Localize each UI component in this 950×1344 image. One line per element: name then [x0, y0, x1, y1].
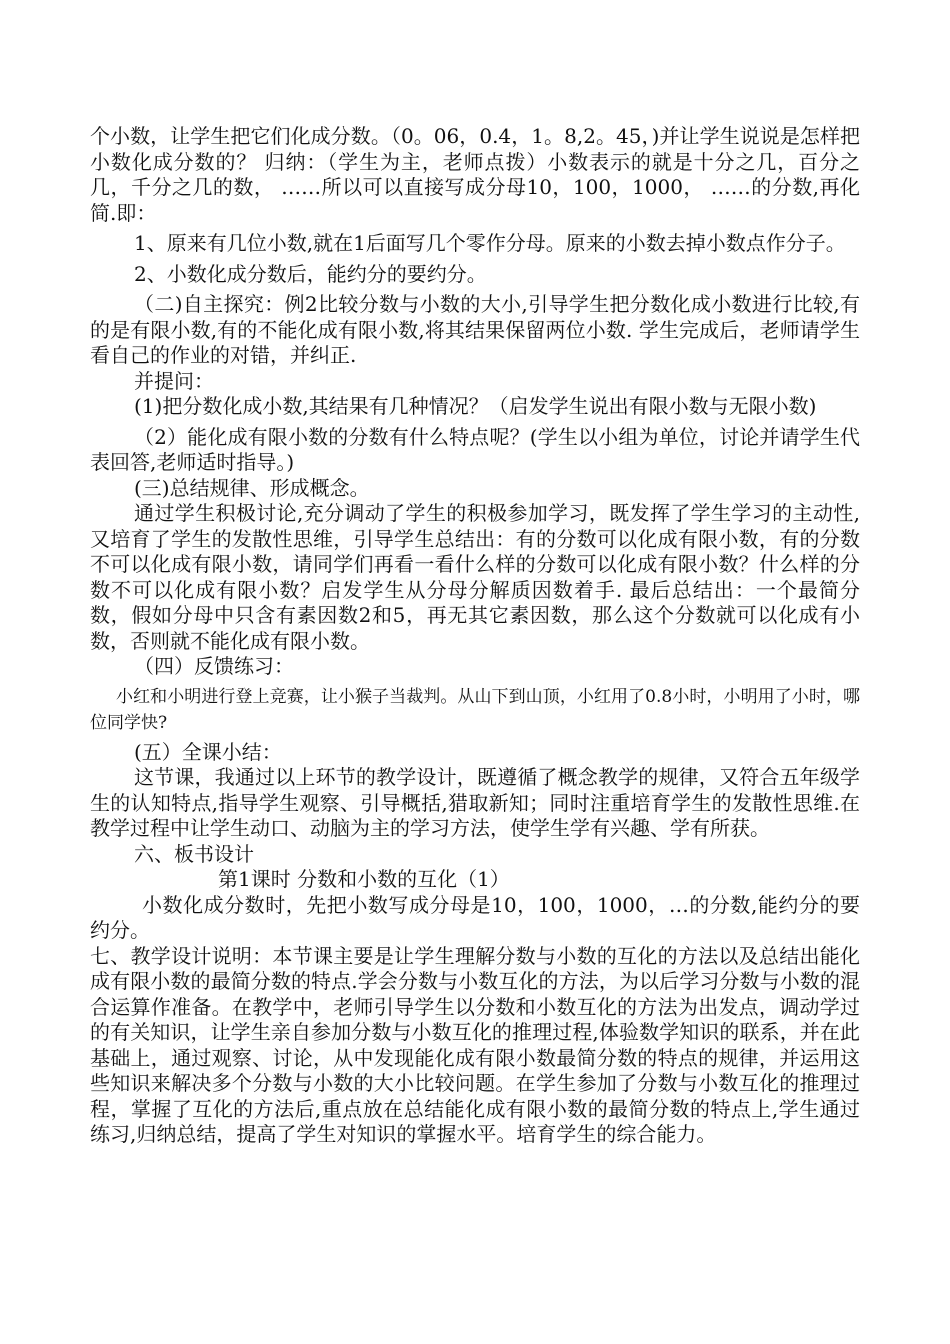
paragraph-section-3-heading: (三)总结规律、形成概念。: [134, 475, 370, 500]
paragraph-question-1: (1)把分数化成小数,其结果有几种情况？（启发学生说出有限小数与无限小数): [134, 394, 817, 418]
paragraph-question-2: （2）能化成有限小数的分数有什么特点呢？(学生以小组为单位，讨论并请学生代表回答,老师适时指导。): [90, 424, 860, 474]
paragraph-rule-1: 1、原来有几位小数,就在1后面写几个零作分母。原来的小数去掉小数点作分子。: [134, 231, 846, 255]
paragraph-summary: 这节课，我通过以上环节的教学设计，既遵循了概念教学的规律，又符合五年级学生的认知特点,指导学生观察、引导概括,猎取新知；同时注重培育学生的发散性思维.在教学过程中让学生动口、动脑为主的学习方法，使学生学有兴趣、学有所获。: [90, 765, 860, 840]
board-design-content: 小数化成分数时，先把小数写成分母是10，100，1000，…的分数,能约分的要约分。: [90, 892, 860, 942]
paragraph-section-6-heading: 六、板书设计: [134, 841, 254, 866]
document-body: [90, 124, 860, 1148]
paragraph-intro: 个小数，让学生把它们化成分数。（0。06，0.4，1。8,2。45，)并让学生说说是怎样把小数化成分数的？ 归纳：（学生为主，老师点拨）小数表示的就是十分之几，百分之几，千分之几的数， ……所以可以直接写成分母10，100，1000， ……的分数,再化简.即：: [90, 124, 860, 225]
paragraph-rule-2: 2、小数化成分数后，能约分的要约分。: [134, 261, 487, 286]
paragraph-section-7: 七、教学设计说明：本节课主要是让学生理解分数与小数的互化的方法以及总结出能化成有限小数的最简分数的特点.学会分数与小数互化的方法，为以后学习分数与小数的混合运算作准备。在教学中，老师引导学生以分数和小数互化的方法为出发点，调动学过的有关知识，让学生亲自参加分数与小数互化的推理过程,体验数学知识的联系，并在此基础上，通过观察、讨论，从中发现能化成有限小数最简分数的特点的规律，并运用这些知识来解决多个分数与小数的大小比较问题。在学生参加了分数与小数互化的推理过程，掌握了互化的方法后,重点放在总结能化成有限小数的最简分数的特点上,学生通过练习,归纳总结，提高了学生对知识的掌握水平。培育学生的综合能力。: [90, 943, 860, 1146]
board-design-title: 第1课时 分数和小数的互化（1）: [218, 867, 510, 891]
paragraph-section-5-heading: (五）全课小结：: [134, 739, 282, 764]
paragraph-question-intro: 并提问：: [134, 368, 214, 393]
paragraph-section-3-body: 通过学生积极讨论,充分调动了学生的积极参加学习，既发挥了学生学习的主动性,又培育了学生的发散性思维，引导学生总结出：有的分数可以化成有限小数，有的分数不可以化成有限小数，请同学们再看一看什么样的分数可以化成有限小数？什么样的分数不可以化成有限小数？启发学生从分母分解质因数着手. 最后总结出：一个最简分数，假如分母中只含有素因数2和5，再无其它素因数，那么这个分数就可以化成有小数，否则就不能化成有限小数。: [90, 501, 860, 653]
paragraph-section-2: （二)自主探究：例2比较分数与小数的大小,引导学生把分数化成小数进行比较,有的是有限小数,有的不能化成有限小数,将其结果保留两位小数. 学生完成后，老师请学生看自己的作业的对错，并纠正.: [90, 292, 860, 367]
paragraph-section-4-heading: （四）反馈练习：: [134, 654, 294, 678]
paragraph-exercise: 小红和小明进行登上竞赛，让小猴子当裁判。从山下到山顶，小红用了0.8小时，小明用了小时，哪位同学快?: [90, 686, 860, 733]
